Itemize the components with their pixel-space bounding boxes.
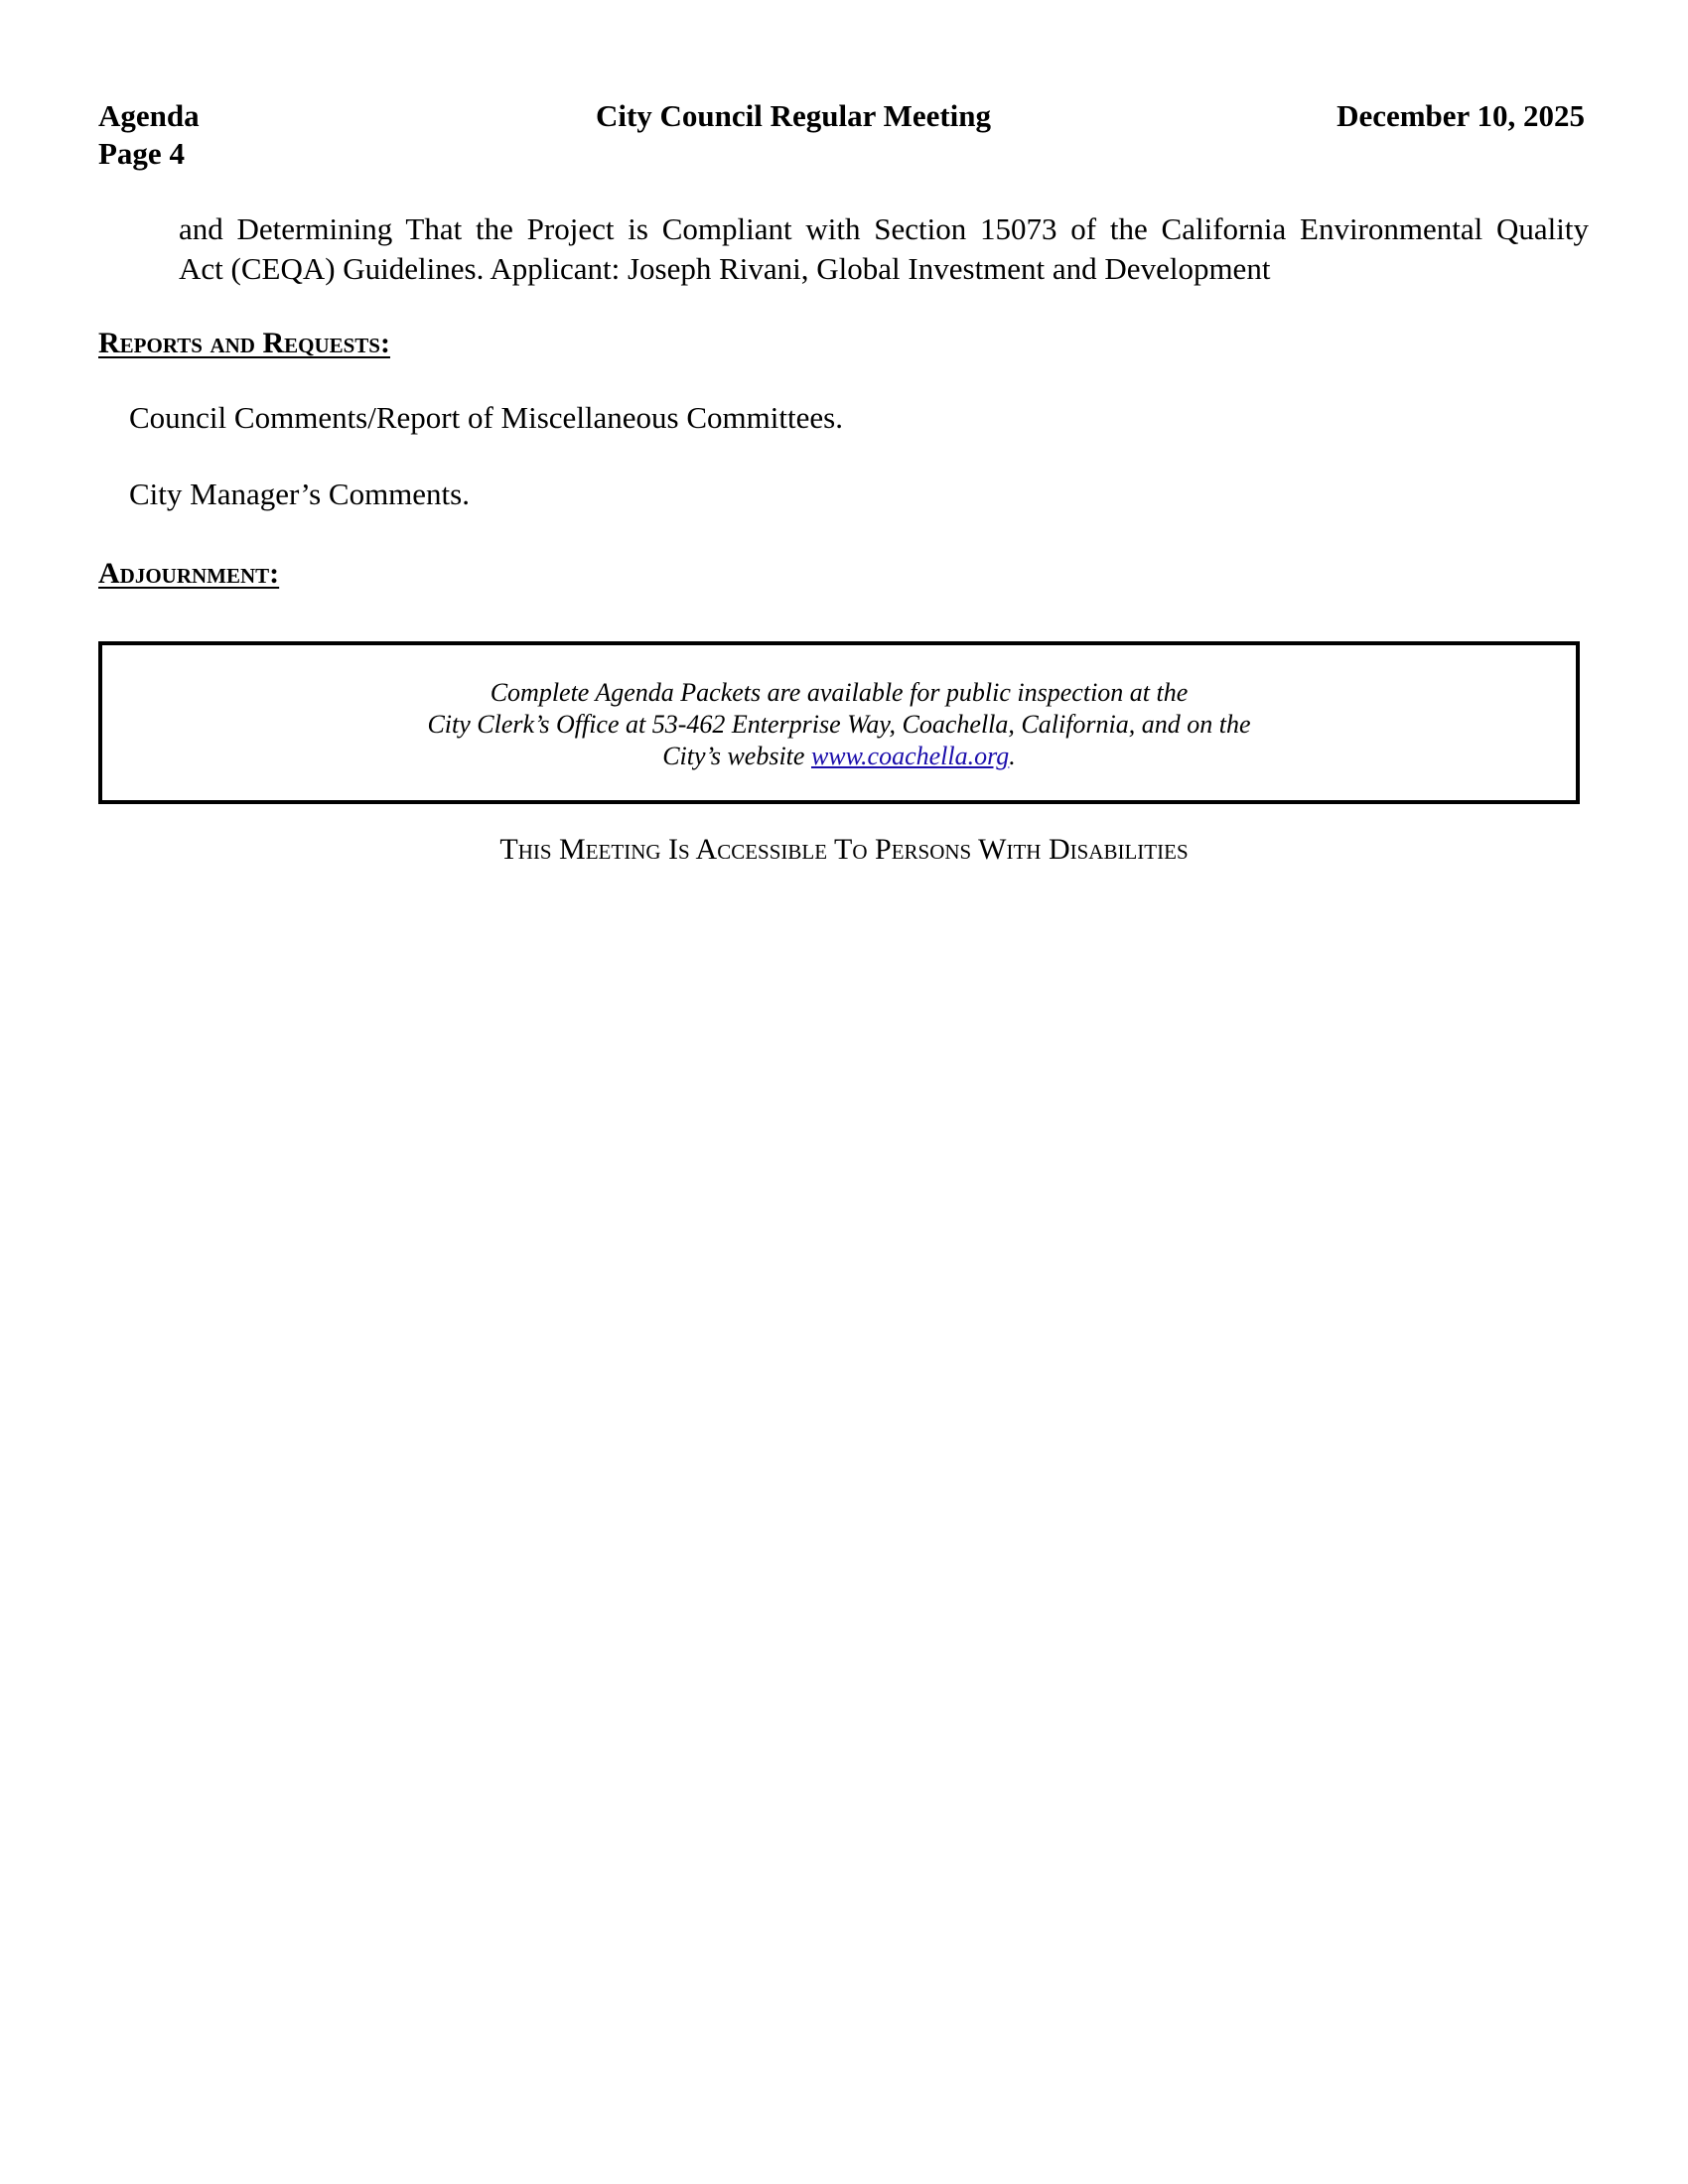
header-agenda-label: Agenda	[98, 98, 200, 133]
continued-item-text	[179, 209, 1589, 289]
city-website-link[interactable]: www.coachella.org	[810, 742, 1010, 770]
notice-line-1: Complete Agenda Packets are available for public inspection at the	[490, 678, 1189, 707]
accessibility-statement: This Meeting Is Accessible To Persons With Disabilities	[499, 833, 1189, 866]
notice-line-2: City Clerk’s Office at 53-462 Enterprise Way, Coachella, California, and on the	[427, 710, 1251, 739]
agenda-packet-notice-box	[98, 641, 1580, 804]
continued-line-1: and Determining That the Project is Compliant with Section 15073 of the California Environmental Quality	[179, 211, 1589, 246]
council-comments-item: Council Comments/Report of Miscellaneous Committees.	[129, 400, 843, 435]
adjournment-heading: Adjournment:	[98, 557, 280, 590]
reports-and-requests-heading: Reports and Requests:	[98, 327, 390, 359]
continued-line-2: Act (CEQA) Guidelines. Applicant: Joseph Rivani, Global Investment and Development	[179, 251, 1271, 286]
notice-line-3-suffix: .	[1009, 742, 1016, 770]
notice-line-3-prefix: City’s website	[662, 742, 811, 770]
header-meeting-date: December 10, 2025	[1336, 98, 1585, 133]
notice-line-3	[102, 741, 1576, 772]
city-manager-comments-item: City Manager’s Comments.	[129, 477, 470, 511]
header-page-number: Page 4	[98, 136, 185, 171]
header-meeting-title: City Council Regular Meeting	[595, 98, 992, 133]
notice-text	[102, 677, 1576, 772]
